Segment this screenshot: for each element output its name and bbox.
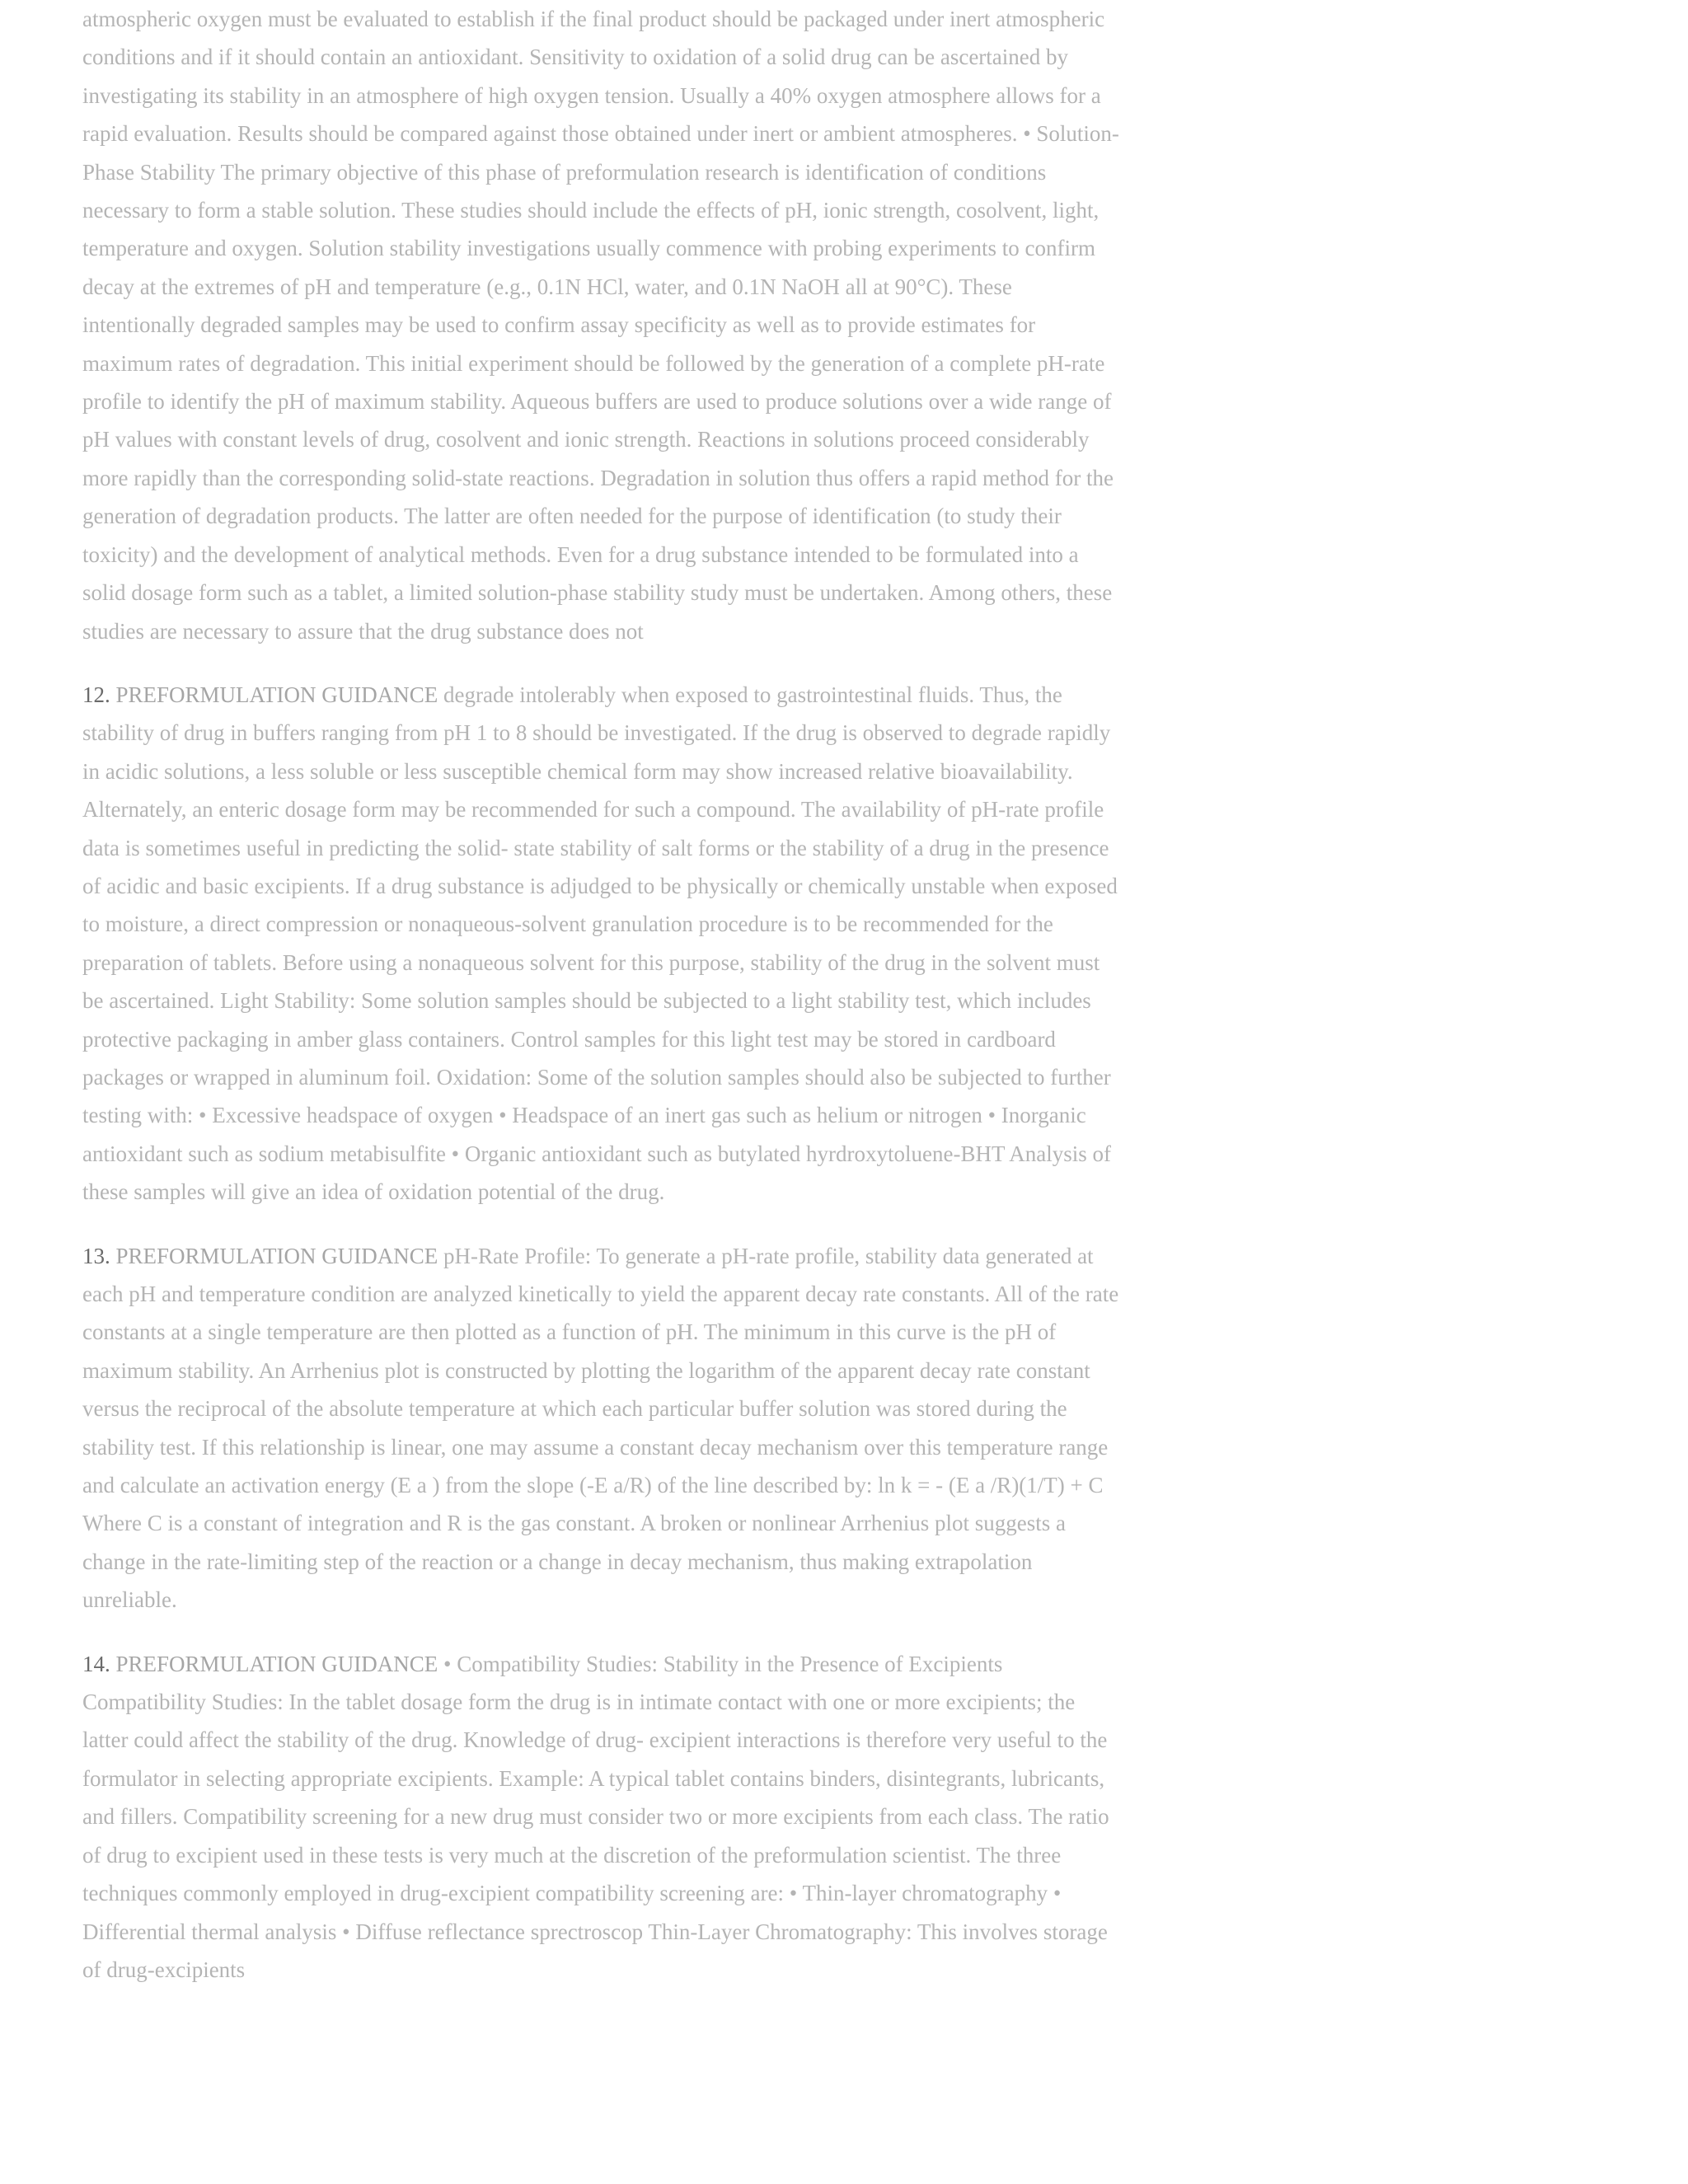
- section-number: 13.: [82, 1243, 110, 1268]
- section-body: pH-Rate Profile: To generate a pH-rate profile, stability data generated at each pH and temperature condition are analyzed kinetically to yield the apparent decay rate constants. All of the rate constants at a single temperature are then plotted as a function of pH. The minimum in this curve is the pH of maximum stability. An Arrhenius plot is constructed by plotting the logarithm of the apparent decay rate constant versus the reciprocal of the absolute temperature at which each particular buffer solution was stored during the stability test. If this relationship is linear, one may assume a constant decay mechanism over this temperature range and calculate an activation energy (E a ) from the slope (-E a/R) of the line described by: ln k = - (E a /R)(1/T) + C Where C is a constant of integration and R is the gas constant. A broken or nonlinear Arrhenius plot suggests a change in the rate-limiting step of the reaction or a change in decay mechanism, thus making extrapolation unreliable.: [82, 1243, 1119, 1613]
- section-heading: PREFORMULATION GUIDANCE: [115, 1243, 438, 1268]
- section-heading: PREFORMULATION GUIDANCE: [115, 1651, 438, 1676]
- section-body: • Compatibility Studies: Stability in the Presence of Excipients Compatibility Studies: In the tablet dosage form the drug is in intimate contact with one or more excipients; the latter could affect the stability of the drug. Knowledge of drug- excipient interactions is therefore very useful to the formulator in selecting appropriate excipients. Example: A typical tablet contains binders, disintegrants, lubricants, and fillers. Compatibility screening for a new drug must consider two or more excipients from each class. The ratio of drug to excipient used in these tests is very much at the discretion of the preformulation scientist. The three techniques commonly employed in drug-excipient compatibility screening are: • Thin-layer chromatography • Differential thermal analysis • Diffuse reflectance sprectroscop Thin-Layer Chromatography: This involves storage of drug-excipients: [82, 1651, 1109, 1982]
- section-body: degrade intolerably when exposed to gastrointestinal fluids. Thus, the stability of drug in buffers ranging from pH 1 to 8 should be investigated. If the drug is observed to degrade rapidly in acidic solutions, a less soluble or less susceptible chemical form may show increased relative bioavailability. Alternately, an enteric dosage form may be recommended for such a compound. The availability of pH-rate profile data is sometimes useful in predicting the solid- state stability of salt forms or the stability of a drug in the presence of acidic and basic excipients. If a drug substance is adjudged to be physically or chemically unstable when exposed to moisture, a direct compression or nonaqueous-solvent granulation procedure is to be recommended for the preparation of tablets. Before using a nonaqueous solvent for this purpose, stability of the drug in the solvent must be ascertained. Light Stability: Some solution samples should be subjected to a light stability test, which includes protective packaging in amber glass containers. Control samples for this light test may be stored in cardboard packages or wrapped in aluminum foil. Oxidation: Some of the solution samples should also be subjected to further testing with: • Excessive headspace of oxygen • Headspace of an inert gas such as helium or nitrogen • Inorganic antioxidant such as sodium metabisulfite • Organic antioxidant such as butylated hyrdroxytoluene-BHT Analysis of these samples will give an idea of oxidation potential of the drug.: [82, 682, 1118, 1205]
- document-page: [82, 0, 1121, 1989]
- section-13: [82, 1237, 1121, 1619]
- section-number: 12.: [82, 682, 110, 707]
- continuation-paragraph: atmospheric oxygen must be evaluated to establish if the final product should be packaged under inert atmospheric conditions and if it should contain an antioxidant. Sensitivity to oxidation of a solid drug can be ascertained by investigating its stability in an atmosphere of high oxygen tension. Usually a 40% oxygen atmosphere allows for a rapid evaluation. Results should be compared against those obtained under inert or ambient atmospheres. • Solution-Phase Stability The primary objective of this phase of preformulation research is identification of conditions necessary to form a stable solution. These studies should include the effects of pH, ionic strength, cosolvent, light, temperature and oxygen. Solution stability investigations usually commence with probing experiments to confirm decay at the extremes of pH and temperature (e.g., 0.1N HCl, water, and 0.1N NaOH all at 90°C). These intentionally degraded samples may be used to confirm assay specificity as well as to provide estimates for maximum rates of degradation. This initial experiment should be followed by the generation of a complete pH-rate profile to identify the pH of maximum stability. Aqueous buffers are used to produce solutions over a wide range of pH values with constant levels of drug, cosolvent and ionic strength. Reactions in solutions proceed considerably more rapidly than the corresponding solid-state reactions. Degradation in solution thus offers a rapid method for the generation of degradation products. The latter are often needed for the purpose of identification (to study their toxicity) and the development of analytical methods. Even for a drug substance intended to be formulated into a solid dosage form such as a tablet, a limited solution-phase stability study must be undertaken. Among others, these studies are necessary to assure that the drug substance does not: [82, 7, 1119, 644]
- section-12: [82, 676, 1121, 1212]
- section-heading: PREFORMULATION GUIDANCE: [115, 682, 438, 707]
- section-14: [82, 1645, 1121, 1990]
- section-number: 14.: [82, 1651, 110, 1676]
